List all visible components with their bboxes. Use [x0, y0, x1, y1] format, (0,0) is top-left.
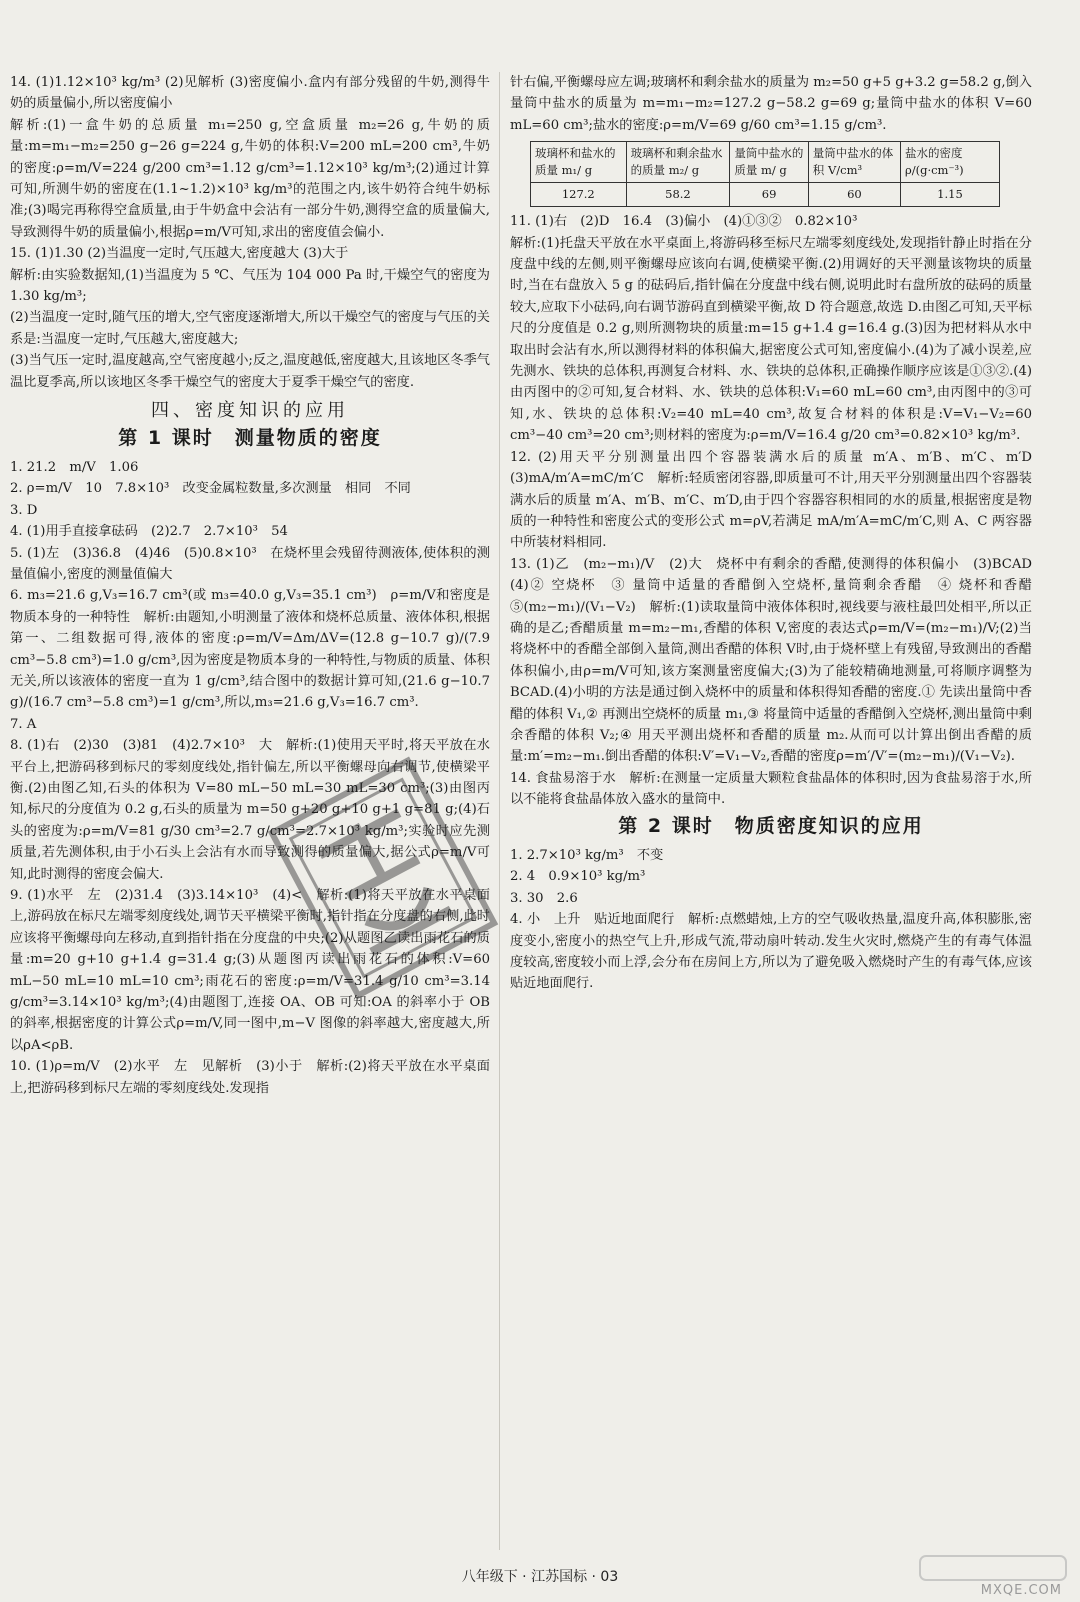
page-footer: 八年级下 · 江苏国标 · 03 [461, 1569, 619, 1585]
section-title: 四、密度知识的应用 [151, 400, 349, 422]
column-divider [499, 72, 500, 1550]
lesson1-answer-8: 8. (1)右 (2)30 (3)81 (4)2.7×10³ 大 解析:(1)使用天平时,将天平放在水平台上,把游码移到标尺的零刻度线处,指针偏左,所以平衡螺母向右调节,使横梁平衡.(2)由图乙知,石头的体积为 V=80 mL−50 mL=30 mL=30 cm³;(3)由图丙知,标尺的分度值为 0.2 g,石头的质量为 m=50 g+20 g+10 g+1 g=81 g;(4)石头的密度为:ρ=m/V=81 g/30 cm³=2.7 g/cm³=2.7×10³ kg/m³;实验时应先测质量,若先测体积,由于小石头上会沾有水而导致测得的质量偏大,据公式ρ=m/V可知,此时测得的密度会偏大. [10, 738, 490, 882]
answer-12: 12. (2)用天平分别测量出四个容器装满水后的质量 m′A、m′B、m′C、m′D (3)mA/m′A=mC/m′C 解析:轻质密闭容器,即质量可不计,用天平分别测量出四个容器装满水后的质量 m′A、m′B、m′C、m′D,由于四个容器容积相同的水的质量,根据密度是物质的一种特性和密度公式的变形公式 m=ρV,若满足 mA/m′A=mC/m′C,则 A、C 两容器中所装材料相同. [510, 449, 1046, 551]
right-column [510, 72, 1046, 995]
table-header-cell: 玻璃杯和剩余盐水的质量 m₂/ g [626, 142, 730, 183]
table-header-cell: 玻璃杯和盐水的质量 m₁/ g [531, 142, 627, 183]
lesson1-answer-4: 4. (1)用手直接拿砝码 (2)2.7 2.7×10³ 54 [10, 524, 288, 540]
answer-11: 11. (1)右 (2)D 16.4 (3)偏小 (4)①③② 0.82×10³ [510, 214, 858, 230]
lesson2-answer-3: 3. 30 2.6 [510, 890, 578, 906]
watermark-text: MXQE.COM [980, 1583, 1062, 1598]
lesson2-answer-2: 2. 4 0.9×10³ kg/m³ [510, 869, 646, 885]
lesson-2-title: 第 2 课时 物质密度知识的应用 [618, 814, 924, 837]
answer-10-continued: 针右偏,平衡螺母应左调;玻璃杯和剩余盐水的质量为 m₂=50 g+5 g+3.2 g=58.2 g,倒入量筒中盐水的质量为 m=m₁−m₂=127.2 g−58.2 g=69 g;量筒中盐水的体积 V=60 mL=60 cm³;盐水的密度:ρ=m/V=69 g/60 cm³=1.15 g/cm³. [510, 75, 1032, 133]
lesson1-answer-2: 2. ρ=m/V 10 7.8×10³ 改变金属粒数量,多次测量 相同 不同 [10, 481, 411, 497]
answer-14: 14. (1)1.12×10³ kg/m³ (2)见解析 (3)密度偏小.盒内有部分残留的牛奶,测得牛奶的质量偏小,所以密度偏小 [10, 75, 490, 112]
table-cell: 1.15 [900, 183, 999, 207]
answer-14-lesson1: 14. 食盐易溶于水 解析:在测量一定质量大颗粒食盐晶体的体积时,因为食盐易溶于水,所以不能将食盐晶体放入盛水的量筒中. [510, 770, 1032, 808]
answer-15-explanation-2: (2)当温度一定时,随气压的增大,空气密度逐渐增大,所以干燥空气的密度与气压的关系是:当温度一定时,气压越大,密度越大; [10, 310, 490, 347]
table-header-cell: 量筒中盐水的体积 V/cm³ [808, 142, 900, 183]
table-row [531, 183, 1000, 207]
table-header-cell: 量筒中盐水的质量 m/ g [730, 142, 808, 183]
lesson1-answer-7: 7. A [10, 716, 37, 732]
lesson2-answer-4: 4. 小 上升 贴近地面爬行 解析:点燃蜡烛,上方的空气吸收热量,温度升高,体积膨胀,密度变小,密度小的热空气上升,形成气流,带动扇叶转动.发生火灾时,燃烧产生的有毒气体温度较高,密度较小而上浮,会分布在房间上方,所以为了避免吸入燃烧时产生的有毒气体,应该贴近地面爬行. [510, 912, 1032, 992]
salt-water-table [530, 141, 1000, 207]
answer-11-explanation: 解析:(1)托盘天平放在水平桌面上,将游码移至标尺左端零刻度线处,发现指针静止时指在分度盘中线的左侧,则平衡螺母应该向右调,使横梁平衡.(2)用调好的天平测量该物块的质量时,当在右盘放入 5 g 的砝码后,指针偏在分度盘中线右侧,说明此时右盘所放的砝码的质量较大,应取下小砝码,向右调节游码直到横梁平衡,故 D 符合题意,故选 D.由图乙可知,天平标尺的分度值是 0.2 g,则所测物块的质量:m=15 g+1.4 g=16.4 g.(3)因为把材料从水中取出时会沾有水,所以测得材料的体积偏大,据密度公式可知,密度偏小.(4)为了减小误差,应先测水、铁块的总体积,再测复合材料、水、铁块的总体积,正确操作顺序应该是①③②.(4)由丙图中的②可知,复合材料、水、铁块的总体积:V₁=60 mL=60 cm³,由丙图中的③可知,水、铁块的总体积:V₂=40 mL=40 cm³,故复合材料的体积是:V=V₁−V₂=60 cm³−40 cm³=20 cm³;则材料的密度为:ρ=m/V=16.4 g/20 cm³=0.82×10³ kg/m³. [510, 235, 1032, 444]
table-cell: 58.2 [626, 183, 730, 207]
answer-15: 15. (1)1.30 (2)当温度一定时,气压越大,密度越大 (3)大于 [10, 246, 349, 262]
lesson-1-title: 第 1 课时 测量物质的密度 [118, 426, 382, 449]
lesson1-answer-1: 1. 21.2 m/V 1.06 [10, 459, 139, 475]
lesson1-answer-5: 5. (1)左 (3)36.8 (4)46 (5)0.8×10³ 在烧杯里会残留待测液体,使体积的测量值偏小,密度的测量值偏大 [10, 545, 490, 582]
answer-14-explanation: 解析:(1)一盒牛奶的总质量 m₁=250 g,空盒质量 m₂=26 g,牛奶的质量:m=m₁−m₂=250 g−26 g=224 g,牛奶的体积:V=200 mL=200 cm³,牛奶的密度:ρ=m/V=224 g/200 cm³=1.12 g/cm³=1.12×10³ kg/m³;(2)通过计算可知,所测牛奶的密度在(1.1~1.2)×10³ kg/m³的范围之内,该牛奶符合纯牛奶标准;(3)喝完再称得空盒质量,由于牛奶盒中会沾有一部分牛奶,测得空盒的质量偏大,导致测得牛奶的质量偏小,根据ρ=m/V可知,求出的密度值会偏小. [10, 117, 490, 240]
table-header-row [531, 142, 1000, 183]
lesson1-answer-6: 6. m₃=21.6 g,V₃=16.7 cm³(或 m₃=40.0 g,V₃=35.1 cm³) ρ=m/V和密度是物质本身的一种特性 解析:由题知,小明测量了液体和烧杯总质量、液体体积,根据第一、二组数据可得,液体的密度:ρ=m/V=Δm/ΔV=(12.8 g−10.7 g)/(7.9 cm³−5.8 cm³)=1.0 g/cm³,因为密度是物质本身的一种特性,与物质的质量、体积无关,所以该液体的密度一直为 1 g/cm³,结合图中的数据计算可知,(21.6 g−10.7 g)/(16.7 cm³−5.8 cm³)=1 g/cm³,所以,m₃=21.6 g,V₃=16.7 cm³. [10, 588, 490, 711]
answer-13: 13. (1)乙 (m₂−m₁)/V (2)大 烧杯中有剩余的香醋,使测得的体积偏小 (3)BCAD (4)② 空烧杯 ③ 量筒中适量的香醋倒入空烧杯,量筒剩余香醋 ④ 烧杯和香醋 ⑤(m₂−m₁)/(V₁−V₂) 解析:(1)读取量筒中液体体积时,视线要与液柱最凹处相平,所以正确的是乙;香醋质量 m=m₂−m₁,香醋的体积 V,密度的表达式ρ=m/V=(m₂−m₁)/V;(2)当将烧杯中的香醋全部倒入量筒,测出香醋的体积 V时,由于烧杯壁上有残留,导致测出的香醋体积偏小,由ρ=m/V可知,该方案测量密度偏大;(3)为了能较精确地测量,可将顺序调整为 BCAD.(4)小明的方法是通过倒入烧杯中的质量和体积得知香醋的密度.① 先读出量筒中香醋的体积 V₁,② 再测出空烧杯的质量 m₁,③ 将量筒中适量的香醋倒入空烧杯,测出量筒中剩余香醋的体积 V₂;④ 用天平测出烧杯和香醋的质量 m₂.从而可以计算出倒出香醋的质量:m′=m₂−m₁.倒出香醋的体积:V′=V₁−V₂,香醋的密度ρ=m′/V′=(m₂−m₁)/(V₁−V₂). [510, 556, 1046, 765]
table-cell: 60 [808, 183, 900, 207]
lesson1-answer-9: 9. (1)水平 左 (2)31.4 (3)3.14×10³ (4)< 解析:(1)将天平放在水平桌面上,游码放在标尺左端零刻度线处,调节天平横梁平衡时,指针指在分度盘的右侧,此时应该将平衡螺母向左移动,直到指针指在分度盘的中央;(2)从题图乙读出雨花石的质量:m=20 g+10 g+1.4 g=31.4 g;(3)从题图丙读出雨花石的体积:V=60 mL−50 mL=10 mL=10 cm³;雨花石的密度:ρ=m/V=31.4 g/10 cm³=3.14 g/cm³=3.14×10³ kg/m³;(4)由题图丁,连接 OA、OB 可知:OA 的斜率小于 OB 的斜率,根据密度的计算公式ρ=m/V,同一图中,m−V 图像的斜率越大,密度越大,所以ρA<ρB. [10, 888, 490, 1053]
table-header-cell: 盐水的密度 ρ/(g·cm⁻³) [900, 142, 999, 183]
lesson1-answer-3: 3. D [10, 502, 38, 518]
lesson1-answer-10: 10. (1)ρ=m/V (2)水平 左 见解析 (3)小于 解析:(2)将天平放在水平桌面上,把游码移到标尺左端的零刻度线处.发现指 [10, 1059, 490, 1096]
table-cell: 127.2 [531, 183, 627, 207]
table-cell: 69 [730, 183, 808, 207]
answer-15-explanation-1: 解析:由实验数据知,(1)当温度为 5 ℃、气压为 104 000 Pa 时,干燥空气的密度为 1.30 kg/m³; [10, 267, 490, 305]
answer-15-explanation-3: (3)当气压一定时,温度越高,空气密度越小;反之,温度越低,密度越大,且该地区冬季气温比夏季高,所以该地区冬季干燥空气的密度大于夏季干燥空气的密度. [10, 353, 490, 390]
lesson2-answer-1: 1. 2.7×10³ kg/m³ 不变 [510, 848, 664, 863]
